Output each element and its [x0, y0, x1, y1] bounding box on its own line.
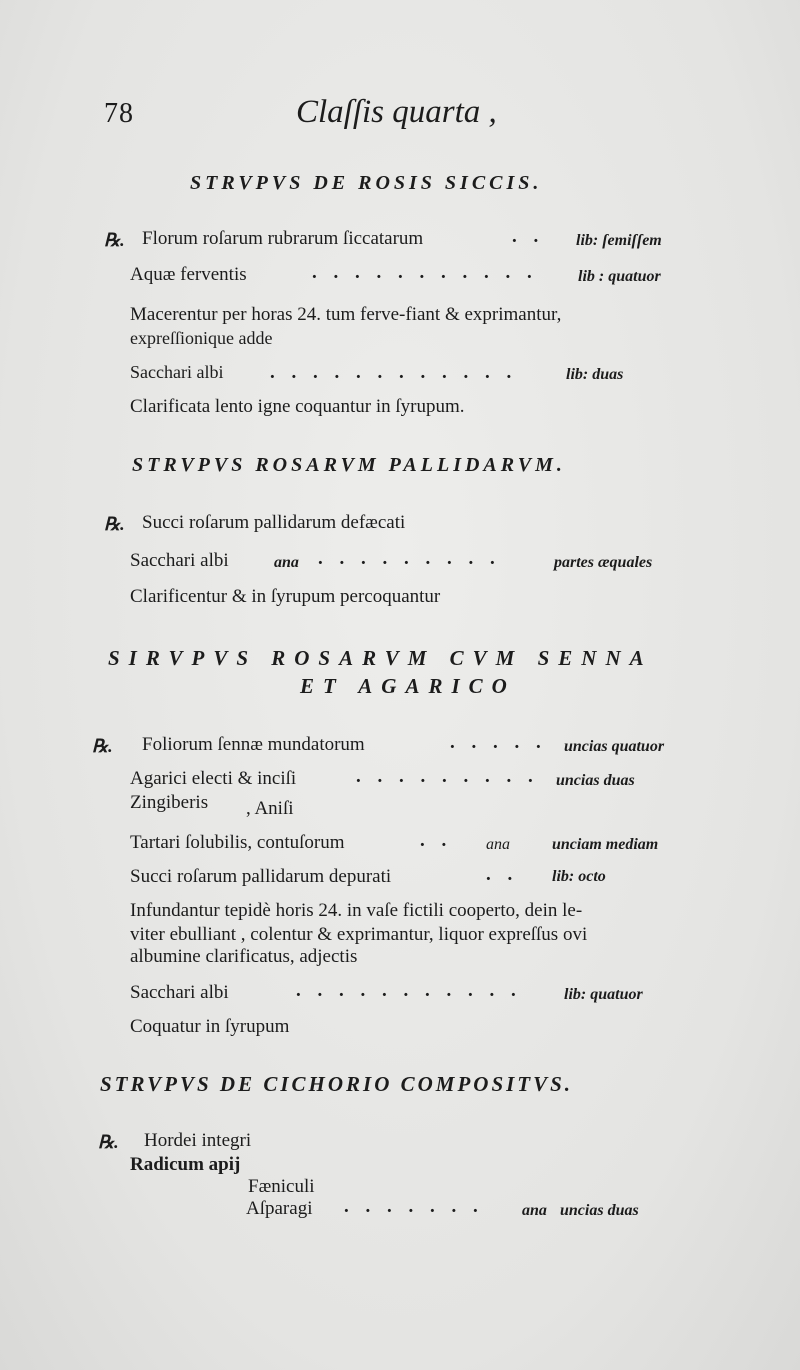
ingredient-line: Sacchari albi: [130, 362, 224, 382]
ingredient-line: Tartari ſolubilis, contuſorum: [130, 832, 345, 853]
ingredient-amount: lib: quatuor: [564, 986, 643, 1003]
instruction-line: Clarificata lento igne coquantur in ſyrupum.: [130, 396, 465, 417]
leader-dots: . . . . . . . . . . .: [296, 980, 522, 1001]
recipe-symbol: ℞.: [104, 514, 125, 534]
recipe-symbol: ℞.: [98, 1132, 119, 1152]
ingredient-line: Florum roſarum rubrarum ſiccatarum: [142, 228, 424, 249]
recipe-symbol: ℞.: [92, 736, 113, 756]
ingredient-line: Sacchari albi: [130, 982, 229, 1003]
ingredient-amount: uncias duas: [556, 772, 635, 789]
leader-dots: . . . . .: [450, 732, 547, 753]
instruction-line: Infundantur tepidè horis 24. in vaſe fictili cooperto, dein le-: [130, 900, 583, 921]
ana-marker: ana: [486, 836, 510, 853]
ingredient-line: Agarici electi & inciſi: [130, 768, 297, 789]
running-title: Claſſis quarta ,: [296, 94, 497, 130]
ana-marker: ana: [522, 1202, 547, 1219]
instruction-line: expreſſionique adde: [130, 328, 273, 348]
section-title: SIRVPVS ROSARVM CVM SENNA: [108, 646, 653, 670]
ingredient-line: Sacchari albi: [130, 550, 229, 571]
ingredient-line: Succi roſarum pallidarum defæcati: [142, 512, 406, 533]
ingredient-line: Radicum apij: [130, 1154, 241, 1175]
recipe-symbol: ℞.: [104, 230, 125, 250]
ingredient-amount: lib: duas: [566, 366, 624, 383]
section-title: STRVPVS DE ROSIS SICCIS.: [190, 172, 543, 194]
page-number: 78: [104, 98, 134, 129]
instruction-line: Macerentur per horas 24. tum ferve-fiant & exprimantur,: [130, 304, 562, 325]
instruction-line: viter ebulliant , colentur & exprimantur, liquor expreſſus ovi: [130, 924, 588, 945]
leader-dots: . . . . . . .: [344, 1196, 484, 1217]
ingredient-line: Aquæ ferventis: [130, 264, 247, 285]
ingredient-amount: lib : quatuor: [578, 268, 661, 285]
section-title: STRVPVS DE CICHORIO COMPOSITVS.: [100, 1072, 574, 1096]
leader-dots: . . . . . . . . . . . .: [270, 362, 518, 383]
ingredient-amount: uncias quatuor: [564, 738, 665, 755]
ingredient-line: Aſparagi: [246, 1198, 313, 1219]
ingredient-amount: lib: octo: [552, 868, 606, 885]
section-title: STRVPVS ROSARVM PALLIDARVM.: [132, 454, 566, 476]
instruction-line: albumine clarificatus, adjectis: [130, 946, 358, 967]
instruction-line: Coquatur in ſyrupum: [130, 1016, 290, 1037]
leader-dots: . .: [486, 864, 519, 885]
ingredient-amount: uncias duas: [560, 1202, 639, 1219]
ingredient-amount: unciam mediam: [552, 836, 659, 853]
ingredient-line: Hordei integri: [144, 1130, 252, 1151]
ingredient-line: Foliorum ſennæ mundatorum: [142, 734, 365, 755]
ingredient-line: Zingiberis: [130, 792, 209, 813]
ingredient-line: Fæniculi: [248, 1176, 315, 1197]
ingredient-line: , Aniſi: [246, 798, 294, 819]
section-title-continued: ET AGARICO: [300, 674, 516, 698]
leader-dots: . . . . . . . . .: [318, 548, 501, 569]
ana-marker: ana: [274, 554, 299, 571]
instruction-line: Clarificentur & in ſyrupum percoquantur: [130, 586, 441, 607]
ingredient-line: Succi roſarum pallidarum depurati: [130, 866, 392, 887]
leader-dots: . .: [512, 226, 545, 247]
leader-dots: . . . . . . . . . . .: [312, 262, 538, 283]
ingredient-amount: partes æquales: [554, 554, 653, 571]
leader-dots: . .: [420, 830, 453, 851]
leader-dots: . . . . . . . . .: [356, 766, 539, 787]
ingredient-amount: lib: ſemiſſem: [576, 232, 662, 249]
